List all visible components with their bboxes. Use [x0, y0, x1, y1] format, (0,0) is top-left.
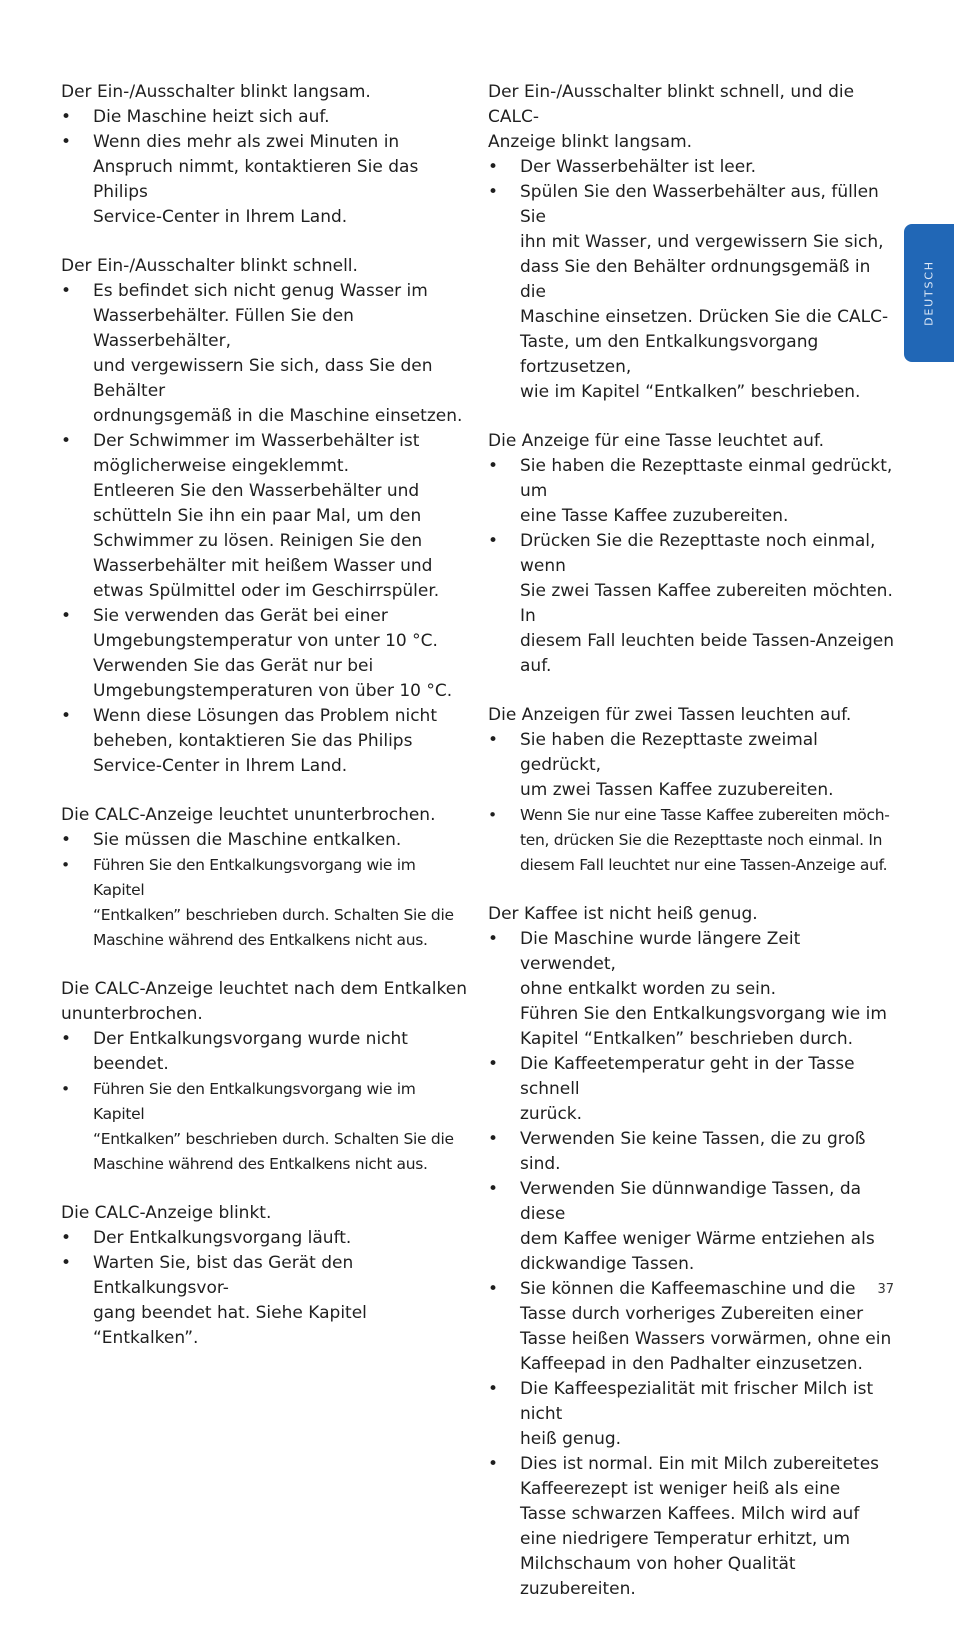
solution-item [488, 180, 896, 405]
problem-heading: Der Ein-/Ausschalter blinkt langsam. [61, 82, 371, 102]
bullet-icon: • [488, 1179, 499, 1199]
solution-list [61, 1027, 469, 1177]
solution-text: Wenn Sie nur eine Tasse Kaffee zubereiten möch- ten, drücken Sie die Rezepttaste noch einmal. In diesem Fall leuchtet nur eine Tassen-Anzeige auf. [520, 806, 890, 874]
solution-item [488, 1377, 896, 1452]
bullet-icon: • [488, 456, 499, 476]
bullet-icon: • [488, 806, 497, 824]
solution-item [61, 1027, 469, 1077]
bullet-icon: • [61, 281, 72, 301]
problem-heading: Der Ein-/Ausschalter blinkt schnell. [61, 256, 358, 276]
solution-text: Spülen Sie den Wasserbehälter aus, füllen Sie ihn mit Wasser, und vergewissern Sie sich, dass Sie den Behälter ordnungsgemäß in die Maschine einsetzen. Drücken Sie die CALC- Taste, um den Entkalkungsvorgang fortzusetzen, wie im Kapitel “Entkalken” beschrieben. [520, 182, 889, 402]
solution-text: Der Schwimmer im Wasserbehälter ist möglicherweise eingeklemmt. Entleeren Sie den Wasserbehälter und schütteln Sie ihn ein paar Mal, um den Schwimmer zu lösen. Reinigen Sie den Wasserbehälter mit heißem Wasser und etwas Spülmittel oder im Geschirrspüler. [93, 431, 440, 601]
solution-list [488, 728, 896, 878]
bullet-icon: • [61, 1080, 70, 1098]
solution-item [488, 1277, 896, 1377]
troubleshooting-section [61, 977, 469, 1177]
bullet-icon: • [488, 1129, 499, 1149]
solution-item [488, 803, 896, 878]
solution-text: Sie können die Kaffeemaschine und die Tasse durch vorheriges Zubereiten einer Tasse heißen Wassers vorwärmen, ohne ein Kaffeepad in den Padhalter einzusetzen. [520, 1279, 892, 1374]
troubleshooting-section [61, 803, 469, 953]
troubleshooting-section [488, 703, 896, 878]
bullet-icon: • [488, 1054, 499, 1074]
solution-text: Drücken Sie die Rezepttaste noch einmal, wenn Sie zwei Tassen Kaffee zubereiten möchten. In diesem Fall leuchten beide Tassen-Anzeigen auf. [520, 531, 894, 676]
bullet-icon: • [488, 929, 499, 949]
troubleshooting-section [61, 254, 469, 779]
solution-item [61, 853, 469, 953]
bullet-icon: • [488, 730, 499, 750]
solution-list [488, 927, 896, 1602]
solution-text: Der Entkalkungsvorgang wurde nicht beendet. [93, 1029, 408, 1074]
bullet-icon: • [61, 706, 72, 726]
solution-text: Sie verwenden das Gerät bei einer Umgebungstemperatur von unter 10 °C. Verwenden Sie das Gerät nur bei Umgebungstemperaturen von über 10 °C. [93, 606, 453, 701]
solution-item [61, 105, 469, 130]
solution-item [488, 927, 896, 1052]
problem-heading: Die CALC-Anzeige leuchtet ununterbrochen. [61, 805, 436, 825]
bullet-icon: • [61, 856, 70, 874]
bullet-icon: • [488, 1379, 499, 1399]
solution-item [61, 130, 469, 230]
solution-item [488, 1127, 896, 1177]
solution-item [488, 1052, 896, 1127]
solution-item [61, 279, 469, 429]
page-number: 37 [877, 1282, 894, 1297]
solution-list [61, 105, 469, 230]
solution-text: Sie haben die Rezepttaste zweimal gedrückt, um zwei Tassen Kaffee zuzubereiten. [520, 730, 834, 800]
bullet-icon: • [488, 531, 499, 551]
solution-text: Sie müssen die Maschine entkalken. [93, 830, 402, 850]
solution-text: Es befindet sich nicht genug Wasser im Wasserbehälter. Füllen Sie den Wasserbehälter, und vergewissern Sie sich, dass Sie den Behälter ordnungsgemäß in die Maschine einsetzen. [93, 281, 463, 426]
bullet-icon: • [488, 1279, 499, 1299]
solution-item [61, 1251, 469, 1351]
solution-text: Führen Sie den Entkalkungsvorgang wie im Kapitel “Entkalken” beschrieben durch. Schalten Sie die Maschine während des Entkalkens nicht aus. [93, 1080, 454, 1173]
language-tab-label: DEUTSCH [922, 260, 936, 326]
solution-text: Wenn dies mehr als zwei Minuten in Anspruch nimmt, kontaktieren Sie das Philips Service-Center in Ihrem Land. [93, 132, 419, 227]
solution-item [488, 529, 896, 679]
bullet-icon: • [61, 1029, 72, 1049]
solution-item [61, 828, 469, 853]
solution-list [61, 828, 469, 953]
solution-item [488, 1177, 896, 1277]
problem-heading: Die CALC-Anzeige blinkt. [61, 1203, 272, 1223]
right-column [488, 80, 896, 1626]
solution-item [61, 1226, 469, 1251]
bullet-icon: • [488, 1454, 499, 1474]
solution-text: Die Maschine heizt sich auf. [93, 107, 330, 127]
problem-heading: Der Ein-/Ausschalter blinkt schnell, und die CALC- Anzeige blinkt langsam. [488, 82, 855, 152]
solution-list [61, 279, 469, 779]
bullet-icon: • [61, 830, 72, 850]
solution-item [488, 155, 896, 180]
bullet-icon: • [61, 132, 72, 152]
solution-item [61, 1077, 469, 1177]
solution-text: Führen Sie den Entkalkungsvorgang wie im Kapitel “Entkalken” beschrieben durch. Schalten Sie die Maschine während des Entkalkens nicht aus. [93, 856, 454, 949]
solution-text: Der Entkalkungsvorgang läuft. [93, 1228, 352, 1248]
bullet-icon: • [61, 606, 72, 626]
bullet-icon: • [61, 107, 72, 127]
solution-text: Dies ist normal. Ein mit Milch zubereitetes Kaffeerezept ist weniger heiß als eine Tasse schwarzen Kaffees. Milch wird auf eine niedrigere Temperatur erhitzt, um Milchschaum von hoher Qualität zuzubereiten. [520, 1454, 880, 1599]
solution-text: Der Wasserbehälter ist leer. [520, 157, 757, 177]
solution-text: Die Kaffeespezialität mit frischer Milch ist nicht heiß genug. [520, 1379, 874, 1449]
solution-text: Die Kaffeetemperatur geht in der Tasse schnell zurück. [520, 1054, 855, 1124]
bullet-icon: • [488, 182, 499, 202]
bullet-icon: • [61, 1253, 72, 1273]
solution-text: Warten Sie, bist das Gerät den Entkalkungsvor- gang beendet hat. Siehe Kapitel “Entkalken”. [93, 1253, 367, 1348]
solution-item [61, 704, 469, 779]
solution-list [488, 454, 896, 679]
solution-item [488, 454, 896, 529]
solution-text: Wenn diese Lösungen das Problem nicht beheben, kontaktieren Sie das Philips Service-Center in Ihrem Land. [93, 706, 437, 776]
solution-item [488, 1452, 896, 1602]
bullet-icon: • [61, 1228, 72, 1248]
solution-item [488, 728, 896, 803]
bullet-icon: • [488, 157, 499, 177]
problem-heading: Die CALC-Anzeige leuchtet nach dem Entkalken ununterbrochen. [61, 979, 467, 1024]
troubleshooting-section [61, 1201, 469, 1351]
troubleshooting-section [488, 902, 896, 1602]
troubleshooting-section [61, 80, 469, 230]
problem-heading: Der Kaffee ist nicht heiß genug. [488, 904, 758, 924]
solution-list [488, 155, 896, 405]
left-column [61, 80, 469, 1375]
troubleshooting-section [488, 429, 896, 679]
solution-list [61, 1226, 469, 1351]
solution-item [61, 429, 469, 604]
problem-heading: Die Anzeigen für zwei Tassen leuchten auf. [488, 705, 852, 725]
solution-text: Verwenden Sie dünnwandige Tassen, da diese dem Kaffee weniger Wärme entziehen als dickwandige Tassen. [520, 1179, 875, 1274]
solution-text: Verwenden Sie keine Tassen, die zu groß sind. [520, 1129, 866, 1174]
bullet-icon: • [61, 431, 72, 451]
troubleshooting-section [488, 80, 896, 405]
solution-text: Die Maschine wurde längere Zeit verwendet, ohne entkalkt worden zu sein. Führen Sie den Entkalkungsvorgang wie im Kapitel “Entkalken” beschrieben durch. [520, 929, 887, 1049]
problem-heading: Die Anzeige für eine Tasse leuchtet auf. [488, 431, 824, 451]
language-side-tab [904, 224, 954, 362]
solution-item [61, 604, 469, 704]
solution-text: Sie haben die Rezepttaste einmal gedrückt, um eine Tasse Kaffee zuzubereiten. [520, 456, 893, 526]
